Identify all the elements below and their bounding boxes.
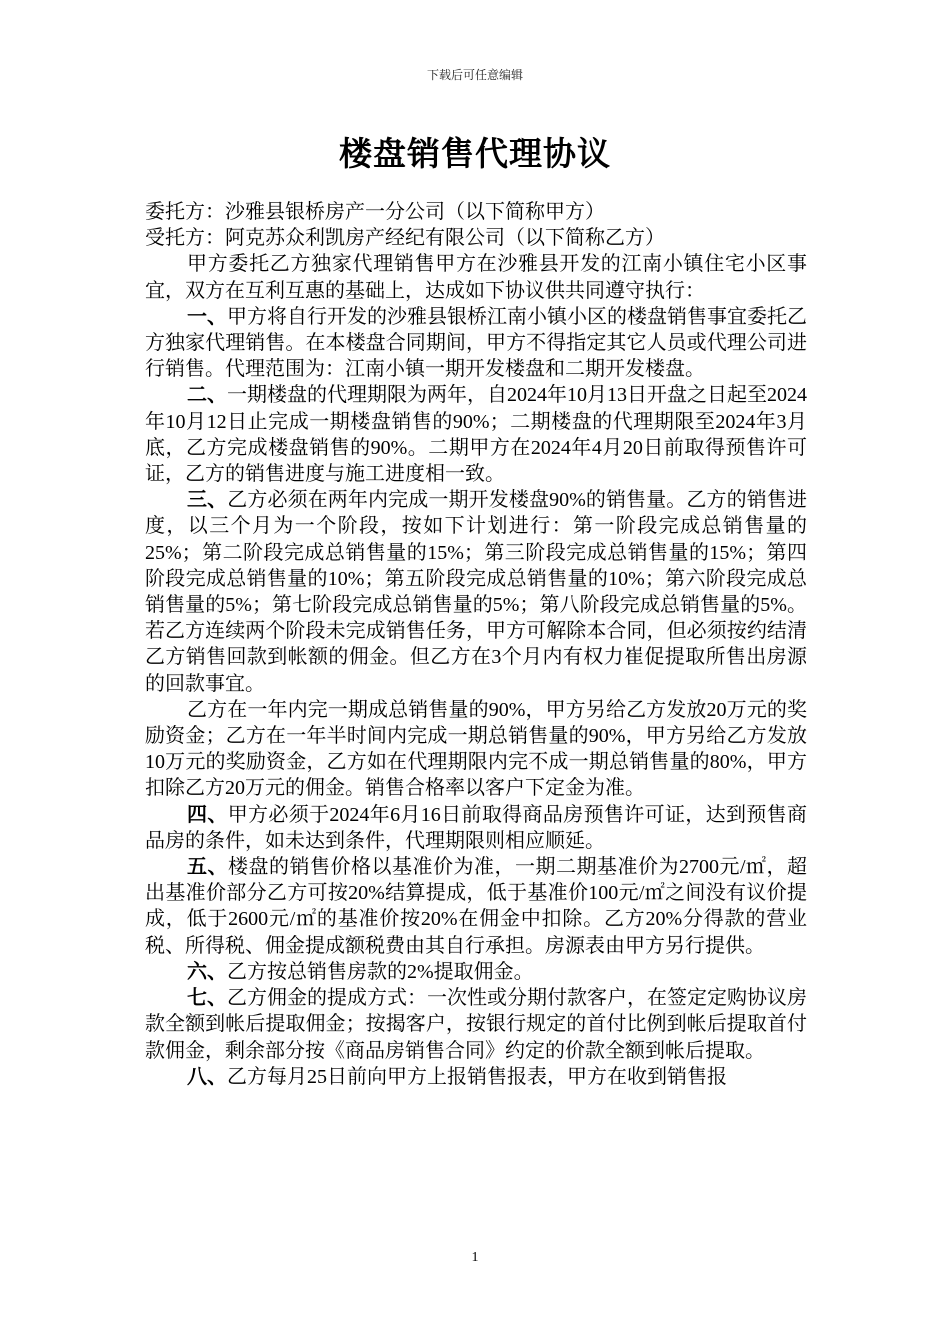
document-body xyxy=(145,199,807,1090)
clause-text: 乙方每月25日前向甲方上报销售报表，甲方在收到销售报 xyxy=(227,1065,727,1088)
clause-number: 四、 xyxy=(187,803,228,826)
clause-number: 七、 xyxy=(187,987,227,1010)
clause-2 xyxy=(145,382,807,487)
client-party: 委托方：沙雅县银桥房产一分公司（以下简称甲方） xyxy=(145,201,605,223)
clause-number: 二、 xyxy=(187,384,227,407)
clause-4 xyxy=(145,802,807,854)
clause-3 xyxy=(145,487,807,697)
clause-number: 八、 xyxy=(187,1065,227,1088)
clause-text: 楼盘的销售价格以基准价为准，一期二期基准价为2700元/㎡，超出基准价部分乙方可按20%结算提成，低于基准价100元/㎡之间没有议价提成，低于2600元/㎡的基准价按20%在佣金中扣除。乙方20%分得款的营业税、所得税、佣金提成额税费由其自行承担。房源表由甲方另行提供。 xyxy=(145,856,807,957)
clause-8 xyxy=(145,1064,807,1090)
clause-number: 五、 xyxy=(187,856,228,879)
clause-6 xyxy=(145,959,807,985)
clause-text: 乙方按总销售房款的2%提取佣金。 xyxy=(227,960,534,983)
clause-5 xyxy=(145,854,807,959)
clause-text: 一期楼盘的代理期限为两年，自2024年10月13日开盘之日起至2024年10月12日止完成一期楼盘销售的90%；二期楼盘的代理期限至2024年3月底，乙方完成楼盘销售的90%。二期甲方在2024年4月20日前取得预售许可证，乙方的销售进度与施工进度相一致。 xyxy=(145,384,807,486)
header-note: 下载后可任意编辑 xyxy=(426,68,523,82)
document-title: 楼盘销售代理协议 xyxy=(339,134,611,173)
clause-text: 乙方佣金的提成方式：一次性或分期付款客户，在签定定购协议房款全额到帐后提取佣金；按揭客户，按银行规定的首付比例到帐后提取首付款佣金，剩余部分按《商品房销售合同》约定的价款全额到帐后提取。 xyxy=(145,987,807,1062)
clause-number: 六、 xyxy=(187,960,227,983)
agent-party: 受托方：阿克苏众利凯房产经纪有限公司（以下简称乙方） xyxy=(145,227,665,250)
clause-text: 甲方将自行开发的沙雅县银桥江南小镇小区的楼盘销售事宜委托乙方独家代理销售。在本楼盘合同期间，甲方不得指定其它人员或代理公司进行销售。代理范围为：江南小镇一期开发楼盘和二期开发楼盘。 xyxy=(145,305,807,381)
clause-text: 乙方在一年内完一期成总销售量的90%，甲方另给乙方发放20万元的奖励资金；乙方在一年半时间内完成一期总销售量的90%，甲方另给乙方发放10万元的奖励资金，乙方如在代理期限内完不成一期总销售量的80%，甲方扣除乙方20万元的佣金。销售合格率以客户下定金为准。 xyxy=(145,698,807,800)
clause-1 xyxy=(145,304,807,383)
clause-7 xyxy=(145,985,807,1064)
clause-3-continuation xyxy=(145,697,807,802)
page-number: 1 xyxy=(471,1250,479,1265)
clause-text: 乙方必须在两年内完成一期开发楼盘90%的销售量。乙方的销售进度，以三个月为一个阶段，按如下计划进行：第一阶段完成总销售量的25%；第二阶段完成总销售量的15%；第三阶段完成总销售量的15%；第四阶段完成总销售量的10%；第五阶段完成总销售量的10%；第六阶段完成总销售量的5%；第七阶段完成总销售量的5%；第八阶段完成总销售量的5%。若乙方连续两个阶段未完成销售任务，甲方可解除本合同，但必须按约结清乙方销售回款到帐额的佣金。但乙方在3个月内有权力崔促提取所售出房源的回款事宜。 xyxy=(145,489,807,695)
intro-paragraph: 甲方委托乙方独家代理销售甲方在沙雅县开发的江南小镇住宅小区事宜，双方在互利互惠的基础上，达成如下协议供共同遵守执行： xyxy=(145,253,807,302)
clause-number: 三、 xyxy=(187,489,228,512)
clause-text: 甲方必须于2024年6月16日前取得商品房预售许可证，达到预售商品房的条件，如未达到条件，代理期限则相应顺延。 xyxy=(145,803,808,852)
clause-number: 一、 xyxy=(187,305,227,328)
